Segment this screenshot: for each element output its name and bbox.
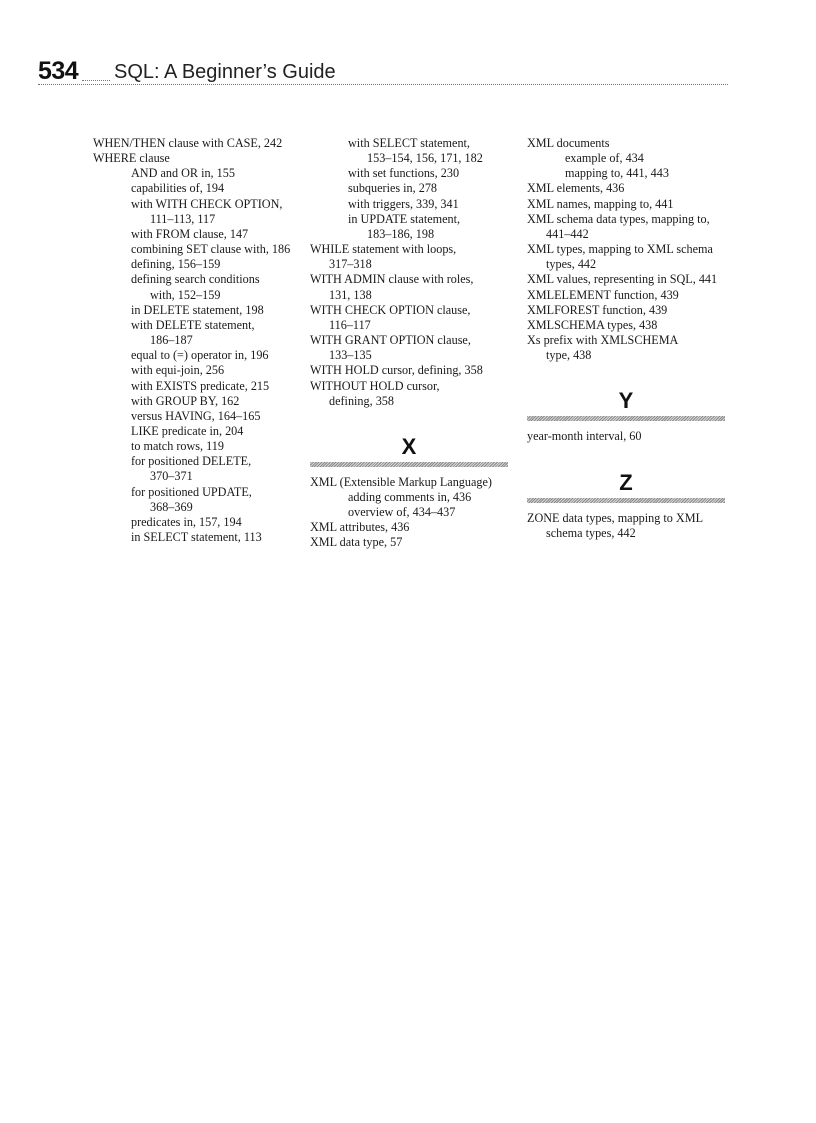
section-divider-bar xyxy=(527,498,725,503)
index-entry: with FROM clause, 147 xyxy=(131,226,249,241)
index-entry: with EXISTS predicate, 215 xyxy=(131,378,270,393)
index-entry: 131, 138 xyxy=(329,287,372,302)
index-entry: example of, 434 xyxy=(565,151,644,166)
index-entry: with set functions, 230 xyxy=(348,166,460,181)
index-entry: with WITH CHECK OPTION, xyxy=(131,196,283,211)
running-header xyxy=(38,56,728,88)
index-column-2 xyxy=(310,136,515,551)
index-entry: XML types, mapping to XML schema xyxy=(527,242,713,257)
index-entry: 111–113, 117 xyxy=(150,211,216,226)
index-entry: capabilities of, 194 xyxy=(131,181,225,196)
index-entry: defining search conditions xyxy=(131,272,260,287)
section-divider-bar xyxy=(310,462,508,467)
index-entry: combining SET clause with, 186 xyxy=(131,242,291,257)
index-entry: defining, 358 xyxy=(329,393,394,408)
index-entry: with DELETE statement, xyxy=(131,317,255,332)
index-entry: XML attributes, 436 xyxy=(310,520,410,535)
index-entry: with triggers, 339, 341 xyxy=(348,196,459,211)
header-rule-dots xyxy=(38,84,728,85)
index-entry: in SELECT statement, 113 xyxy=(131,530,262,545)
section-letter-heading: X xyxy=(401,433,417,459)
index-entry: type, 438 xyxy=(546,348,592,363)
index-entry: 186–187 xyxy=(150,333,193,348)
index-entry: XML data type, 57 xyxy=(310,535,403,550)
index-entry: XML values, representing in SQL, 441 xyxy=(527,272,718,287)
letter-section xyxy=(527,389,732,444)
index-entry: mapping to, 441, 443 xyxy=(565,166,669,181)
index-entry: with equi-join, 256 xyxy=(131,363,225,378)
index-entry: XML elements, 436 xyxy=(527,181,625,196)
index-entry: schema types, 442 xyxy=(546,525,636,540)
index-entry: in DELETE statement, 198 xyxy=(131,302,264,317)
index-entry: AND and OR in, 155 xyxy=(131,166,235,181)
index-entry: WITHOUT HOLD cursor, xyxy=(310,378,440,393)
book-title: SQL: A Beginner’s Guide xyxy=(114,61,336,83)
index-entry: WITH ADMIN clause with roles, xyxy=(310,272,474,287)
index-entry: 116–117 xyxy=(329,317,371,332)
index-entry: WHERE clause xyxy=(93,151,170,166)
index-entry: with SELECT statement, xyxy=(348,136,470,150)
index-entry: XMLSCHEMA types, 438 xyxy=(527,317,658,332)
index-entry: Xs prefix with XMLSCHEMA xyxy=(527,333,679,348)
index-entry: subqueries in, 278 xyxy=(348,181,438,196)
index-entry: 183–186, 198 xyxy=(367,226,435,241)
index-entry: XML names, mapping to, 441 xyxy=(527,196,674,211)
index-entry: overview of, 434–437 xyxy=(348,505,456,520)
index-entry: XML (Extensible Markup Language) xyxy=(310,474,492,489)
index-entry: 370–371 xyxy=(150,469,193,484)
index-entry: XMLFOREST function, 439 xyxy=(527,302,668,317)
index-entry: equal to (=) operator in, 196 xyxy=(131,348,269,363)
index-entry: 153–154, 156, 171, 182 xyxy=(367,151,483,166)
index-entry: XML schema data types, mapping to, xyxy=(527,211,710,226)
index-entry: WHILE statement with loops, xyxy=(310,242,457,257)
index-entry: WITH GRANT OPTION clause, xyxy=(310,333,471,348)
index-entry: LIKE predicate in, 204 xyxy=(131,423,244,438)
index-entry: WITH CHECK OPTION clause, xyxy=(310,302,471,317)
section-letter-heading: Y xyxy=(618,388,634,414)
index-entry: for positioned UPDATE, xyxy=(131,484,252,499)
index-column-3 xyxy=(527,136,732,541)
index-entry: WITH HOLD cursor, defining, 358 xyxy=(310,363,483,378)
index-entry: with, 152–159 xyxy=(150,287,221,302)
index-entry: for positioned DELETE, xyxy=(131,454,252,469)
index-entry: year-month interval, 60 xyxy=(527,429,642,444)
letter-section xyxy=(527,471,732,541)
index-entry: predicates in, 157, 194 xyxy=(131,514,242,529)
index-entry: WHEN/THEN clause with CASE, 242 xyxy=(93,136,283,150)
index-entry: 368–369 xyxy=(150,499,193,514)
section-letter-heading: Z xyxy=(619,469,633,495)
index-entry: defining, 156–159 xyxy=(131,257,221,272)
index-entry: with GROUP BY, 162 xyxy=(131,393,240,408)
page-number: 534 xyxy=(38,57,79,85)
letter-section xyxy=(310,435,515,551)
index-entry: XML documents xyxy=(527,136,610,150)
index-entry: types, 442 xyxy=(546,257,597,272)
header-leader-dots xyxy=(82,80,110,81)
index-column-1 xyxy=(93,136,303,545)
index-entry: 133–135 xyxy=(329,348,372,363)
index-entry: adding comments in, 436 xyxy=(348,489,472,504)
index-entry: ZONE data types, mapping to XML xyxy=(527,510,704,525)
index-entry: 441–442 xyxy=(546,226,589,241)
index-entry: 317–318 xyxy=(329,257,372,272)
index-entry: in UPDATE statement, xyxy=(348,211,461,226)
index-entry: versus HAVING, 164–165 xyxy=(131,408,261,423)
section-divider-bar xyxy=(527,416,725,421)
index-entry: XMLELEMENT function, 439 xyxy=(527,287,679,302)
index-entry: to match rows, 119 xyxy=(131,439,224,454)
